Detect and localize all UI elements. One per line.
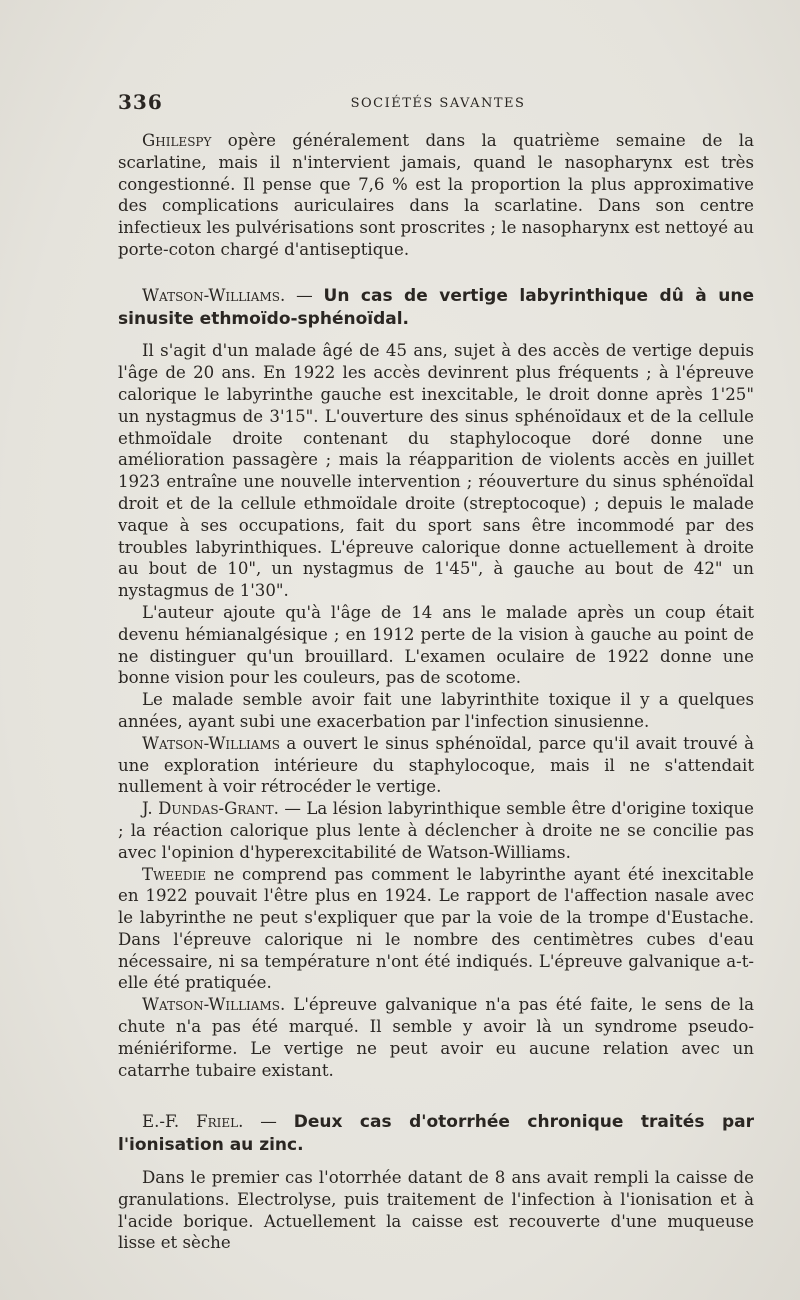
paragraph-text: L'auteur ajoute qu'à l'âge de 14 ans le malade après un coup était devenu hémianalgésique ; en 1912 perte de la vision à gauche au point de ne distinguer qu'un brouillard. L'examen oculaire de 1922 donne une bonne vision pour les couleurs, pas de scotome. (118, 602, 754, 688)
article-author: Watson-Williams (142, 285, 280, 305)
article-author: Friel (196, 1112, 239, 1132)
author-name: Watson-Williams (142, 733, 280, 753)
article-paragraph (118, 1167, 754, 1254)
paragraph-text: Le malade semble avoir fait une labyrinthite toxique il y a quelques années, ayant subi une exacerbation par l'infection sinusienne. (118, 690, 754, 731)
article-paragraph (118, 689, 754, 733)
article-paragraph (118, 340, 754, 602)
intro-paragraph (118, 130, 754, 261)
page-header (118, 90, 758, 120)
article-paragraph (118, 864, 754, 995)
running-head: SOCIÉTÉS SAVANTES (350, 96, 526, 111)
article-paragraph (118, 994, 754, 1081)
heading-separator: . — (279, 285, 324, 305)
article-paragraph (118, 602, 754, 689)
paragraph-text: a ouvert le sinus sphénoïdal, parce qu'il avait trouvé à une exploration intérieure du staphylocoque, mais il ne s'attendait nullement à voir rétrocéder le vertige. (118, 733, 754, 797)
page-number: 336 (118, 90, 163, 114)
paragraph-text: . — La lésion labyrinthique semble être d'origine toxique ; la réaction calorique plus lente à déclencher à droite ne se concilie pas avec l'opinion d'hyperexcitabilité de Watson-Williams. (118, 799, 754, 862)
paragraph-text: Dans le premier cas l'otorrhée datant de 8 ans avait rempli la caisse de granulations. Electrolyse, puis traitement de l'infection à l'ionisation et à l'acide borique. Actuellement la caisse est recouverte d'une muqueuse lisse et sèche (118, 1168, 754, 1253)
paragraph-text: Il s'agit d'un malade âgé de 45 ans, sujet à des accès de vertige depuis l'âge de 20 ans. En 1922 les accès devinrent plus fréquents ; à l'épreuve calorique le labyrinthe gauche est inexcitable, le droit donne après 1'25" un nystagmus de 3'15". L'ouverture des sinus sphénoïdaux et de la cellule ethmoïdale droite contenant du staphylocoque doré donne une amélioration passagère ; mais la réapparition de violents accès en juillet 1923 entraîne une nouvelle intervention ; réouverture du sinus sphénoïdal droit et de la cellule ethmoïdale droite (streptocoque) ; depuis le malade vaque à ses occupations, fait du sport sans être incommodé par des troubles labyrinthiques. L'épreuve calorique donne actuellement à droite au bout de 10", un nystagmus de 1'45", à gauche au bout de 42" un nystagmus de 1'30". (118, 341, 754, 601)
author-prefix: E.-F. (142, 1112, 197, 1132)
author-prefix: J. (142, 799, 159, 819)
author-name: Ghilespy (142, 131, 212, 150)
paragraph-text: opère généralement dans la quatrième semaine de la scarlatine, mais il n'intervient jamais, quand le nasopharynx est très congestionné. Il pense que 7,6 % est la proportion la plus approximative des complications auriculaires dans la scarlatine. Dans son centre infectieux les pulvérisations sont proscrites ; le nasopharynx est nettoyé au porte-coton chargé d'antiseptique. (118, 131, 754, 259)
author-name: Dundas-Grant (158, 799, 274, 819)
article-paragraph (118, 733, 754, 798)
author-name: Watson-Williams (142, 995, 280, 1015)
article-heading (118, 285, 754, 331)
paragraph-text: . L'épreuve galvanique n'a pas été faite, le sens de la chute n'a pas été marqué. Il semble y avoir là un syndrome pseudo-méniériforme. Le vertige ne peut avoir eu aucune relation avec un catarrhe tubaire existant. (118, 995, 754, 1080)
article-title: Deux cas d'otorrhée chronique traités par l'ionisation au zinc. (118, 1112, 754, 1156)
article-heading (118, 1111, 754, 1157)
heading-separator: . — (238, 1112, 294, 1132)
article-paragraph (118, 798, 754, 863)
paragraph-text: ne comprend pas comment le labyrinthe ayant été inexcitable en 1922 pouvait l'être plus en 1924. Le rapport de l'affection nasale avec le labyrinthe ne peut s'expliquer que par la voie de la trompe d'Eustache. Dans l'épreuve calorique ni le nombre des centimètres cubes d'eau nécessaire, ni sa température n'ont été indiqués. L'épreuve galvanique a-t-elle été pratiquée. (118, 864, 754, 993)
page-body (118, 130, 754, 1254)
author-name: Tweedie (142, 864, 207, 884)
article-title: Un cas de vertige labyrinthique dû à une sinusite ethmoïdo-sphénoïdal. (118, 285, 754, 329)
